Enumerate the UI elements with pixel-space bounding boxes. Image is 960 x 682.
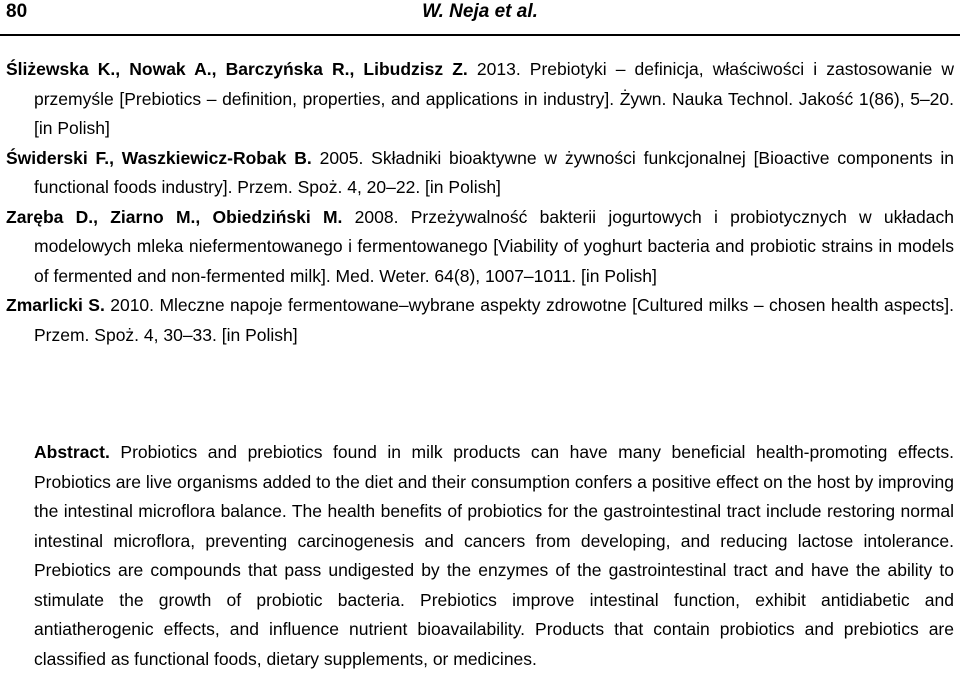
abstract-label: Abstract. [34,442,110,462]
reference-text: 2008. Przeżywalność bakterii jogurtowych i probiotycznych w układach modelowych mleka niefermentowanego i fermentowanego [Viability of yoghurt bacteria and probiotic strains in models of fermented and non-fermented milk]. Med. Weter. 64(8), 1007–1011. [in Polish] [34,206,954,286]
header-rule [0,34,960,36]
reference-authors: Zaręba D., Ziarno M., Obiedziński M. [6,206,343,227]
reference-entry [6,144,954,203]
reference-entry [6,55,954,144]
abstract-text: Probiotics and prebiotics found in milk products can have many beneficial health-promoting effects. Probiotics are live organisms added to the diet and their consumption confers a positive effect on the host by improving the intestinal microflora balance. The health benefits of probiotics for the gastrointestinal tract include restoring normal intestinal microflora, preventing carcinogenesis and cancers from developing, and reducing lactose intolerance. Prebiotics are compounds that pass undigested by the enzymes of the gastrointestinal tract and have the ability to stimulate the growth of probiotic bacteria. Prebiotics improve intestinal function, exhibit antidiabetic and antiatherogenic effects, and influence nutrient bioavailability. Products that contain probiotics and prebiotics are classified as functional foods, dietary supplements, or medicines. [34,442,954,669]
reference-authors: Świderski F., Waszkiewicz-Robak B. [6,147,312,168]
running-head: W. Neja et al. [422,1,538,22]
reference-entry [6,291,954,350]
page-header [0,0,960,36]
reference-authors: Zmarlicki S. [6,295,105,315]
reference-text: 2013. Prebiotyki – definicja, właściwości i zastosowanie w przemyśle [Prebiotics – definition, properties, and applications in industry]. Żywn. Nauka Technol. Jakość 1(86), 5–20. [in Polish] [34,59,954,138]
reference-list [6,55,954,350]
reference-entry [6,203,954,292]
page-number: 80 [6,1,28,22]
reference-text: 2010. Mleczne napoje fermentowane–wybrane aspekty zdrowotne [Cultured milks – chosen health aspects]. Przem. Spoż. 4, 30–33. [in Polish] [34,295,954,345]
reference-authors: Śliżewska K., Nowak A., Barczyńska R., Libudzisz Z. [6,59,468,79]
abstract-paragraph [34,438,954,674]
reference-text: 2005. Składniki bioaktywne w żywności funkcjonalnej [Bioactive components in functional foods industry]. Przem. Spoż. 4, 20–22. [in Polish] [34,147,955,197]
